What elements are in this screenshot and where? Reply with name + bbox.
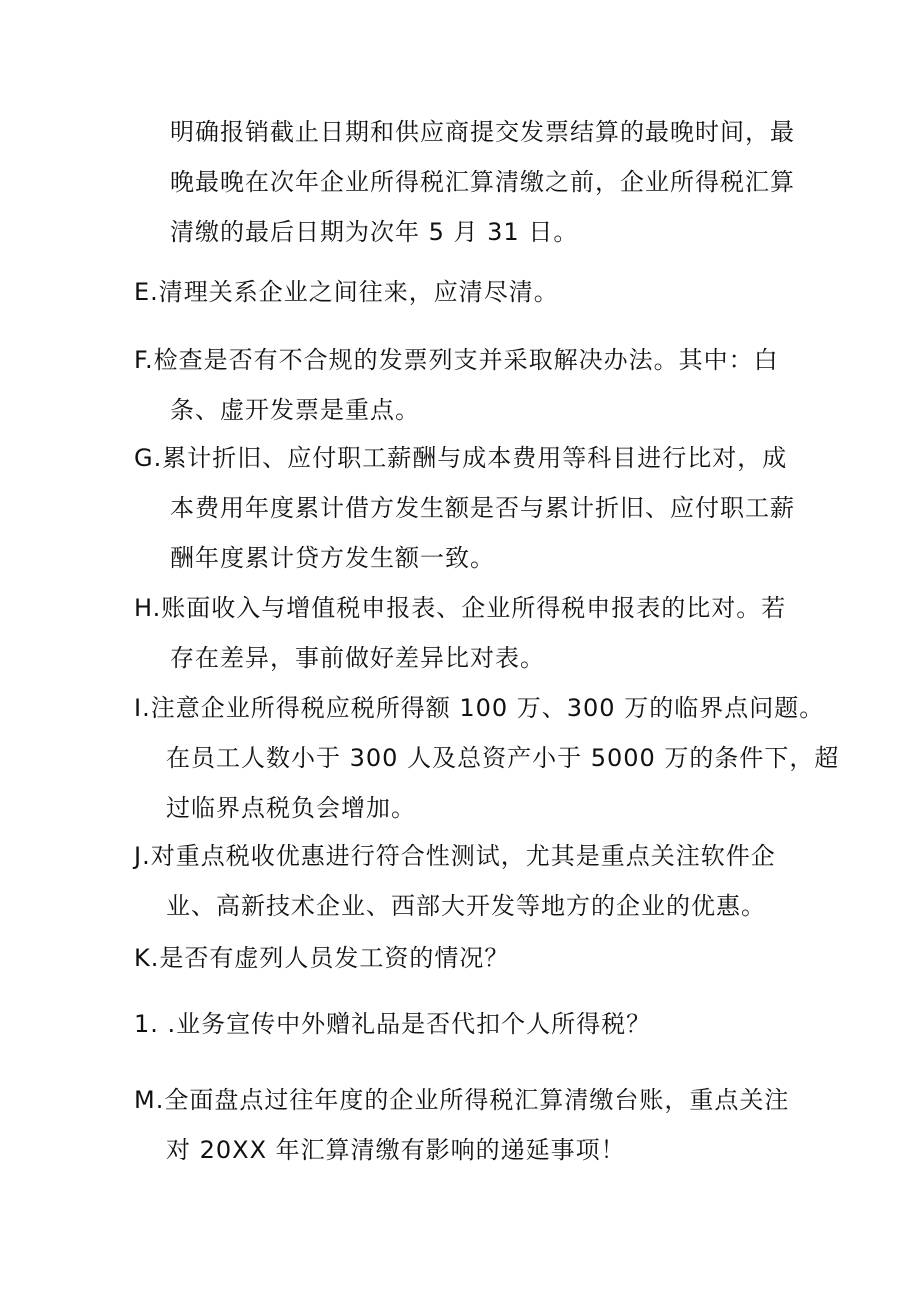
item-f-cont: 条、虚开发票是重点。: [170, 396, 420, 424]
item-g: G.累计折旧、应付职工薪酬与成本费用等科目进行比对，成: [134, 444, 788, 472]
item-f: F.检查是否有不合规的发票列支并采取解决办法。其中：白: [134, 346, 779, 374]
item-g-cont: 本费用年度累计借方发生额是否与累计折旧、应付职工薪: [170, 494, 795, 522]
item-m: M.全面盘点过往年度的企业所得税汇算清缴台账，重点关注: [134, 1086, 790, 1114]
item-i-cont: 在员工人数小于 300 人及总资产小于 5000 万的条件下，超: [166, 744, 840, 772]
paragraph-line: 晚最晚在次年企业所得税汇算清缴之前，企业所得税汇算: [170, 168, 795, 196]
item-h: H.账面收入与增值税申报表、企业所得税申报表的比对。若: [134, 594, 787, 622]
paragraph-line: 明确报销截止日期和供应商提交发票结算的最晚时间，最: [170, 118, 795, 146]
item-h-cont: 存在差异，事前做好差异比对表。: [170, 644, 545, 672]
item-i-cont: 过临界点税负会增加。: [166, 794, 416, 822]
item-g-cont: 酬年度累计贷方发生额一致。: [170, 544, 495, 572]
item-i: I.注意企业所得税应税所得额 100 万、300 万的临界点问题。: [134, 694, 825, 722]
item-j: J.对重点税收优惠进行符合性测试，尤其是重点关注软件企: [134, 842, 776, 870]
item-l: 1. .业务宣传中外赠礼品是否代扣个人所得税？: [134, 1010, 652, 1038]
item-e: E.清理关系企业之间往来，应清尽清。: [134, 278, 559, 306]
item-j-cont: 业、高新技术企业、西部大开发等地方的企业的优惠。: [166, 892, 766, 920]
item-m-cont: 对 20XX 年汇算清缴有影响的递延事项！: [166, 1136, 626, 1164]
item-k: K.是否有虚列人员发工资的情况？: [134, 944, 510, 972]
paragraph-line: 清缴的最后日期为次年 5 月 31 日。: [170, 218, 579, 246]
